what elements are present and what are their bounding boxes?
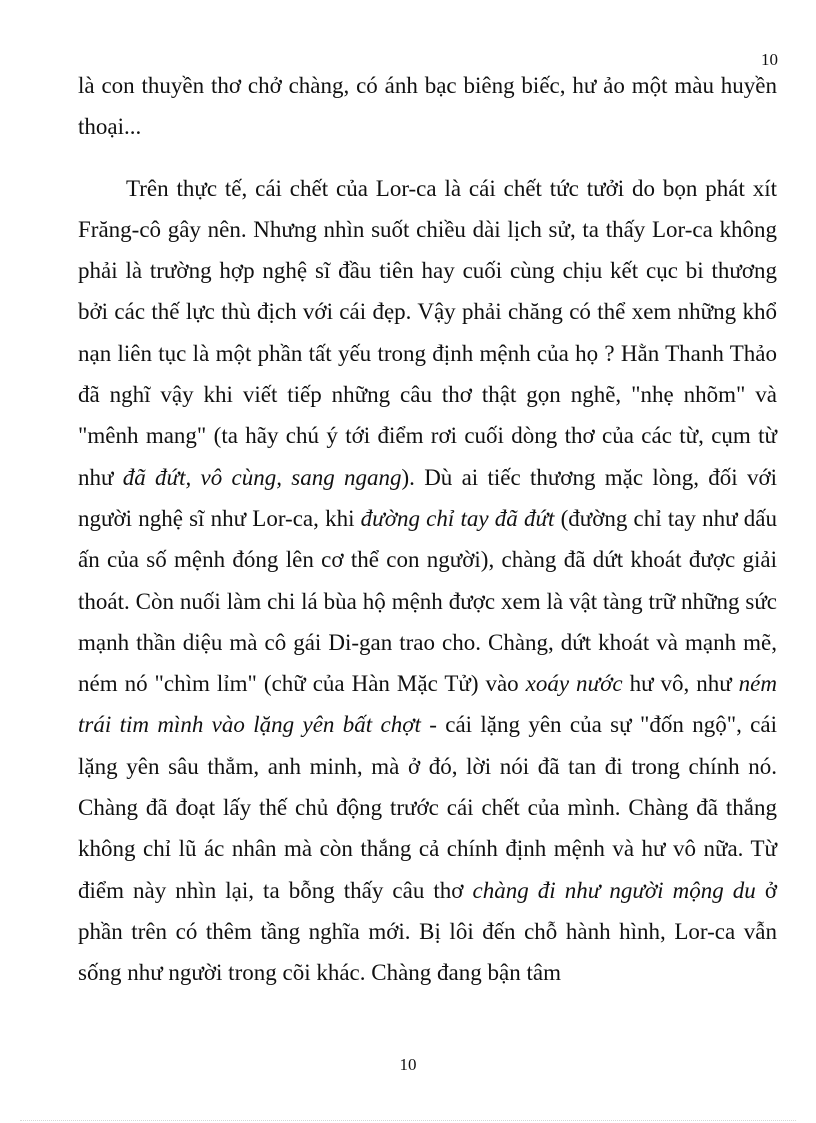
text-run: (đường chỉ tay như dấu ấn của số mệnh đóng lên cơ thể con người), chàng đã dứt khoát được giải thoát. Còn nuối làm chi lá bùa hộ mệnh được xem là vật tàng trữ những sức mạnh thần diệu mà cô gái Di-gan trao cho. Chàng, dứt khoát và mạnh mẽ, ném nó "chìm lỉm" (chữ của Hàn Mặc Tử) vào [78, 505, 777, 697]
italic-quote: chàng đi như người mộng du [472, 877, 756, 903]
body-text [78, 65, 777, 994]
italic-quote: xoáy nước [525, 671, 623, 697]
text-run: Trên thực tế, cái chết của Lor-ca là cái chết tức tưởi do bọn phát xít Frăng-cô gây nên. Nhưng nhìn suốt chiều dài lịch sử, ta thấy Lor-ca không phải là trường hợp nghệ sĩ đầu tiên hay cuối cùng chịu kết cục bi thương bởi các thế lực thù địch với cái đẹp. Vậy phải chăng có thể xem những khổ nạn liên tục là một phần tất yếu trong định mệnh của họ ? Hằn Thanh Thảo đã nghĩ vậy khi viết tiếp những câu thơ thật gọn nghẽ, "nhẹ nhõm" và "mênh mang" (ta hãy chú ý tới điểm rơi cuối dòng thơ của các từ, cụm từ như [78, 175, 777, 490]
text-run: - cái lặng yên của sự "đốn ngộ", cái lặng yên sâu thẳm, anh minh, mà ở đó, lời nói đã tan đi trong chính nó. Chàng đã đoạt lấy thế chủ động trước cái chết của mình. Chàng đã thắng không chỉ lũ ác nhân mà còn thắng cả chính định mệnh và hư vô nữa. Từ điểm này nhìn lại, ta bỗng thấy câu thơ [78, 712, 777, 903]
paragraph-main [78, 168, 777, 994]
italic-quote: đường chỉ tay đã đứt [360, 505, 555, 531]
page-number-top: 10 [761, 50, 778, 69]
page-bottom-divider [20, 1120, 796, 1121]
text-run: ở phần trên có thêm tầng nghĩa mới. Bị lôi đến chỗ hành hình, Lor-ca vẫn sống như người trong cõi khác. Chàng đang bận tâm [78, 877, 777, 986]
page-number-bottom: 10 [399, 1055, 417, 1074]
italic-quote: đã đứt, vô cùng, sang ngang [122, 464, 402, 490]
text-run: ). Dù ai tiếc thương mặc lòng, đối với người nghệ sĩ như Lor-ca, khi [78, 464, 778, 531]
text-run: hư vô, như [622, 671, 739, 697]
italic-quote: ném trái tim mình vào lặng yên bất chợt [78, 671, 777, 738]
paragraph-continuation: là con thuyền thơ chở chàng, có ánh bạc biêng biếc, hư ảo một màu huyền thoại... [78, 73, 777, 140]
